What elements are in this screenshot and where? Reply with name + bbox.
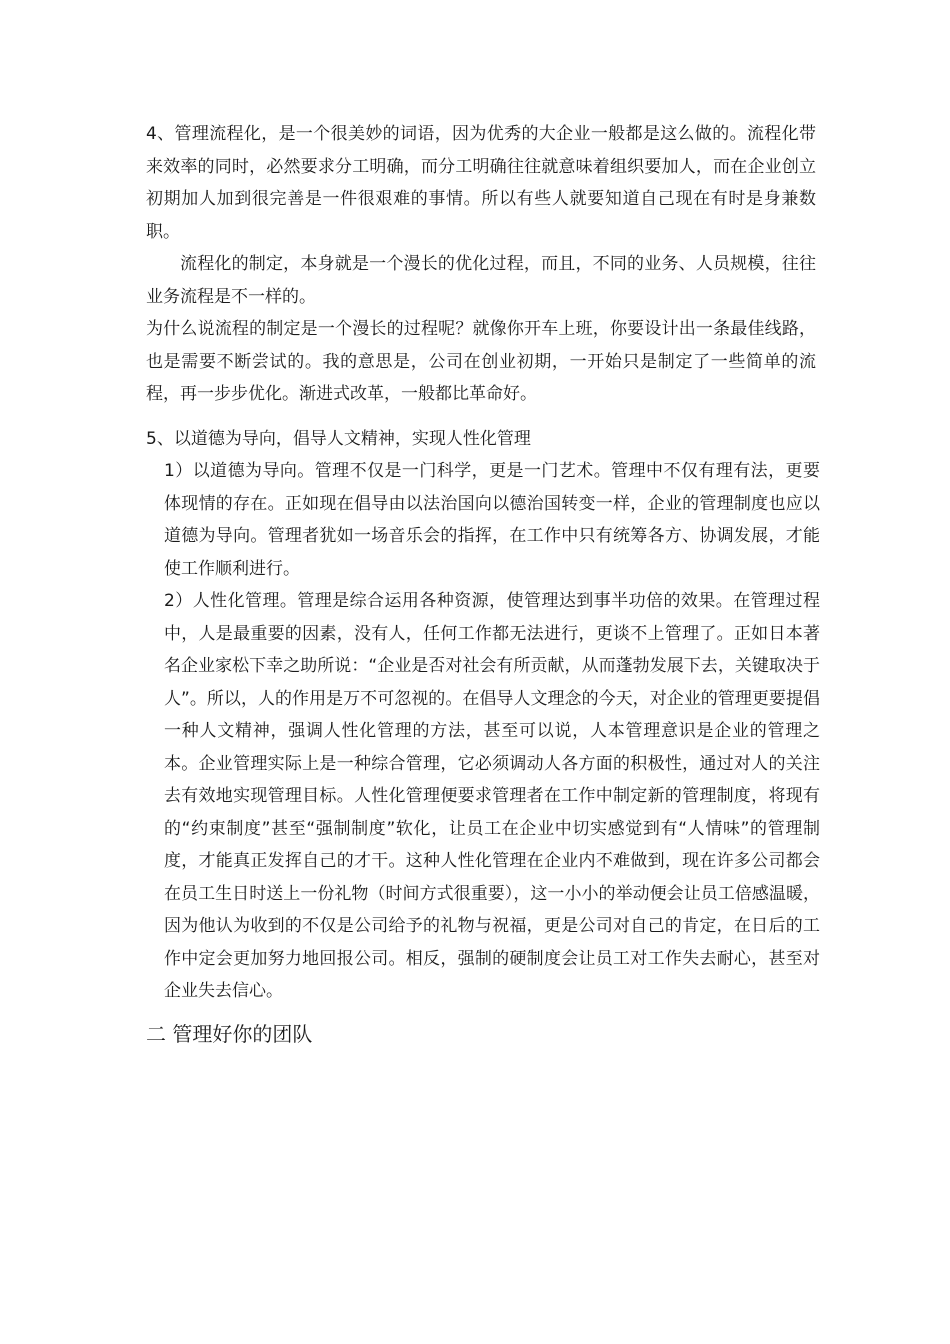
- document-body: [146, 118, 820, 1052]
- section-heading-team: 二 管理好你的团队: [146, 1021, 313, 1046]
- paragraph-process-why: 为什么说流程的制定是一个漫长的过程呢？就像你开车上班，你要设计出一条最佳线路，也是需要不断尝试的。我的意思是，公司在创业初期，一开始只是制定了一些简单的流程，再一步步优化。渐进式改革，一般都比革命好。: [146, 319, 816, 404]
- paragraph-process: 4、管理流程化，是一个很美妙的词语，因为优秀的大企业一般都是这么做的。流程化带来效率的同时，必然要求分工明确，而分工明确往往就意味着组织要加人，而在企业创立初期加人加到很完善是一件很艰难的事情。所以有些人就要知道自己现在有时是身兼数职。: [146, 124, 816, 242]
- subitem-humanized-management: 2）人性化管理。管理是综合运用各种资源，使管理达到事半功倍的效果。在管理过程中，人是最重要的因素，没有人，任何工作都无法进行，更谈不上管理了。正如日本著名企业家松下幸之助所说：“企业是否对社会有所贡献，从而蓬勃发展下去，关键取决于人”。所以，人的作用是万不可忽视的。在倡导人文理念的今天，对企业的管理更要提倡一种人文精神，强调人性化管理的方法，甚至可以说，人本管理意识是企业的管理之本。企业管理实际上是一种综合管理，它必须调动人各方面的积极性，通过对人的关注去有效地实现管理目标。人性化管理便要求管理者在工作中制定新的管理制度，将现有的“约束制度”甚至“强制制度”软化，让员工在企业中切实感觉到有“人情味”的管理制度，才能真正发挥自己的才干。这种人性化管理在企业内不难做到，现在许多公司都会在员工生日时送上一份礼物（时间方式很重要），这一小小的举动便会让员工倍感温暖，因为他认为收到的不仅是公司给予的礼物与祝福，更是公司对自己的肯定，在日后的工作中定会更加努力地回报公司。相反，强制的硬制度会让员工对工作失去耐心，甚至对企业失去信心。: [164, 591, 820, 1001]
- section-item-5-title: 5、以道德为导向，倡导人文精神，实现人性化管理: [146, 428, 531, 449]
- subitem-morality: 1）以道德为导向。管理不仅是一门科学，更是一门艺术。管理中不仅有理有法，更要体现情的存在。正如现在倡导由以法治国向以德治国转变一样，企业的管理制度也应以道德为导向。管理者犹如一场音乐会的指挥，在工作中只有统筹各方、协调发展，才能使工作顺利进行。: [164, 461, 820, 579]
- paragraph-process-optimization: 流程化的制定，本身就是一个漫长的优化过程，而且，不同的业务、人员规模，往往业务流程是不一样的。: [146, 254, 816, 307]
